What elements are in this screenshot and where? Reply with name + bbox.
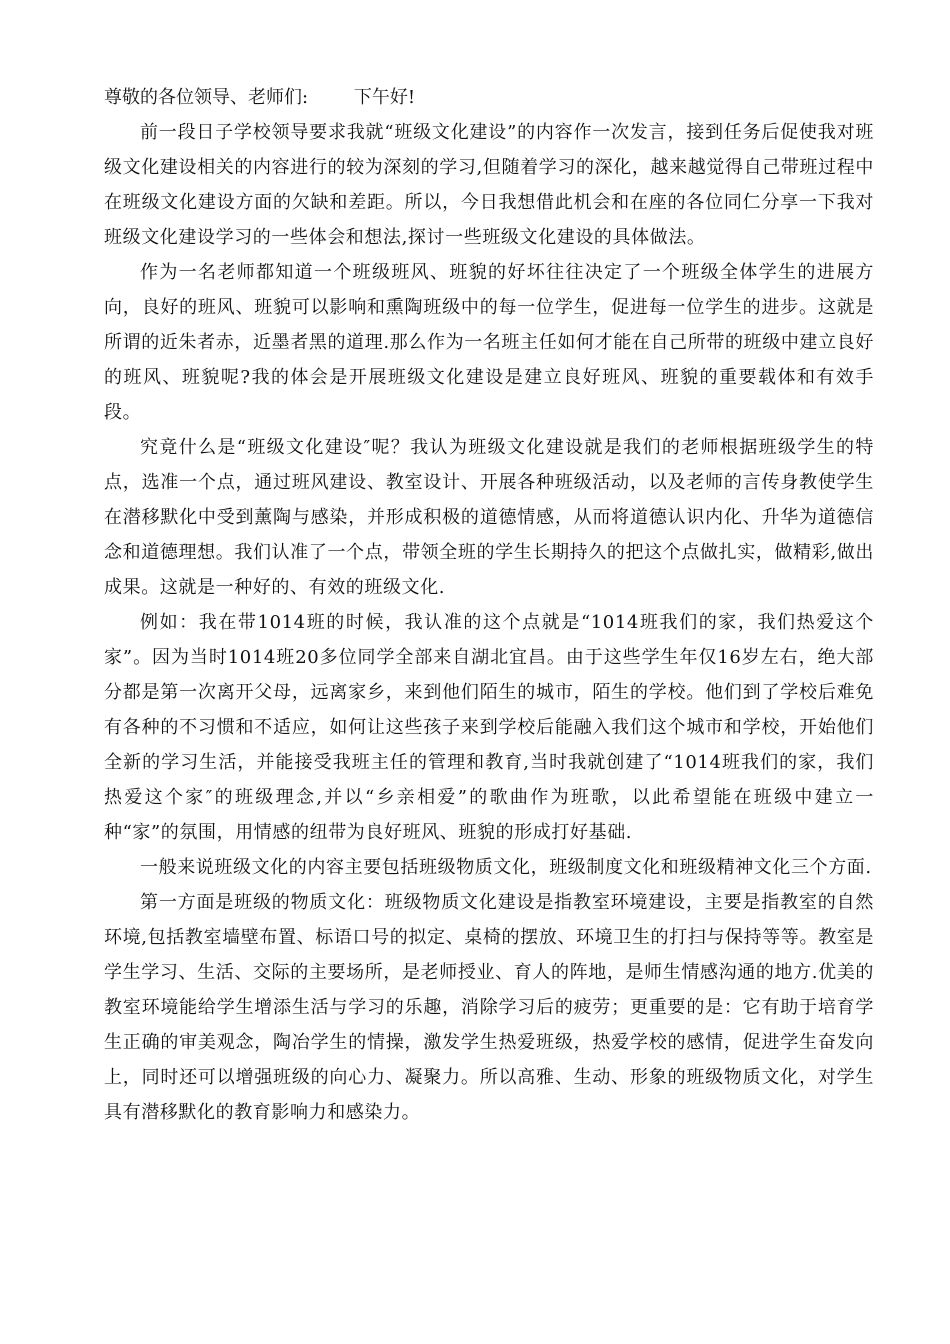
salutation: 尊敬的各位领导、老师们: 下午好! — [104, 87, 416, 108]
paragraph-definition: 究竟什么是“班级文化建设″呢？我认为班级文化建设就是我们的老师根据班级学生的特点，选准一个点，通过班风建设、教室设计、开展各种班级活动，以及老师的言传身教使学生在潜移默化中受到薰陶与感染，并形成积极的道德情感，从而将道德认识内化、升华为道德信念和道德理想。我们认准了一个点，带领全班的学生长期持久的把这个点做扎实，做精彩,做出成果。这就是一种好的、有效的班级文化. — [104, 437, 874, 598]
paragraph-class-style: 作为一名老师都知道一个班级班风、班貌的好坏往往决定了一个班级全体学生的进展方向，良好的班风、班貌可以影响和熏陶班级中的每一位学生，促进每一位学生的进步。这就是所谓的近朱者赤，近墨者黑的道理.那么作为一名班主任如何才能在自己所带的班级中建立良好的班风、班貌呢?我的体会是开展班级文化建设是建立良好班风、班貌的重要载体和有效手段。 — [104, 262, 874, 423]
paragraph-intro: 前一段日子学校领导要求我就“班级文化建设”的内容作一次发言，接到任务后促使我对班级文化建设相关的内容进行的较为深刻的学习,但随着学习的深化，越来越觉得自己带班过程中在班级文化建设方面的欠缺和差距。所以，今日我想借此机会和在座的各位同仁分享一下我对班级文化建设学习的一些体会和想法,探讨一些班级文化建设的具体做法。 — [104, 122, 874, 248]
paragraph-example: 例如：我在带1014班的时候，我认准的这个点就是“1014班我们的家，我们热爱这个家”。因为当时1014班20多位同学全部来自湖北宜昌。由于这些学生年仅16岁左右，绝大部分都是第一次离开父母，远离家乡，来到他们陌生的城市，陌生的学校。他们到了学校后难免有各种的不习惯和不适应，如何让这些孩子来到学校后能融入我们这个城市和学校，开始他们全新的学习生活，并能接受我班主任的管理和教育,当时我就创建了“1014班我们的家，我们热爱这个家″的班级理念,并以“乡亲相爱”的歌曲作为班歌，以此希望能在班级中建立一种“家”的氛围，用情感的纽带为良好班风、班貌的形成打好基础. — [104, 612, 874, 843]
paragraph-material-culture: 第一方面是班级的物质文化：班级物质文化建设是指教室环境建设，主要是指教室的自然环境,包括教室墙壁布置、标语口号的拟定、桌椅的摆放、环境卫生的打扫与保持等等。教室是学生学习、生活、交际的主要场所，是老师授业、育人的阵地，是师生情感沟通的地方.优美的教室环境能给学生增添生活与学习的乐趣，消除学习后的疲劳；更重要的是：它有助于培育学生正确的审美观念，陶冶学生的情操，激发学生热爱班级，热爱学校的感情，促进学生奋发向上，同时还可以增强班级的向心力、凝聚力。所以高雅、生动、形象的班级物质文化，对学生具有潜移默化的教育影响力和感染力。 — [104, 892, 874, 1123]
document-page — [104, 80, 874, 1130]
paragraph-content-overview: 一般来说班级文化的内容主要包括班级物质文化，班级制度文化和班级精神文化三个方面. — [140, 857, 872, 878]
